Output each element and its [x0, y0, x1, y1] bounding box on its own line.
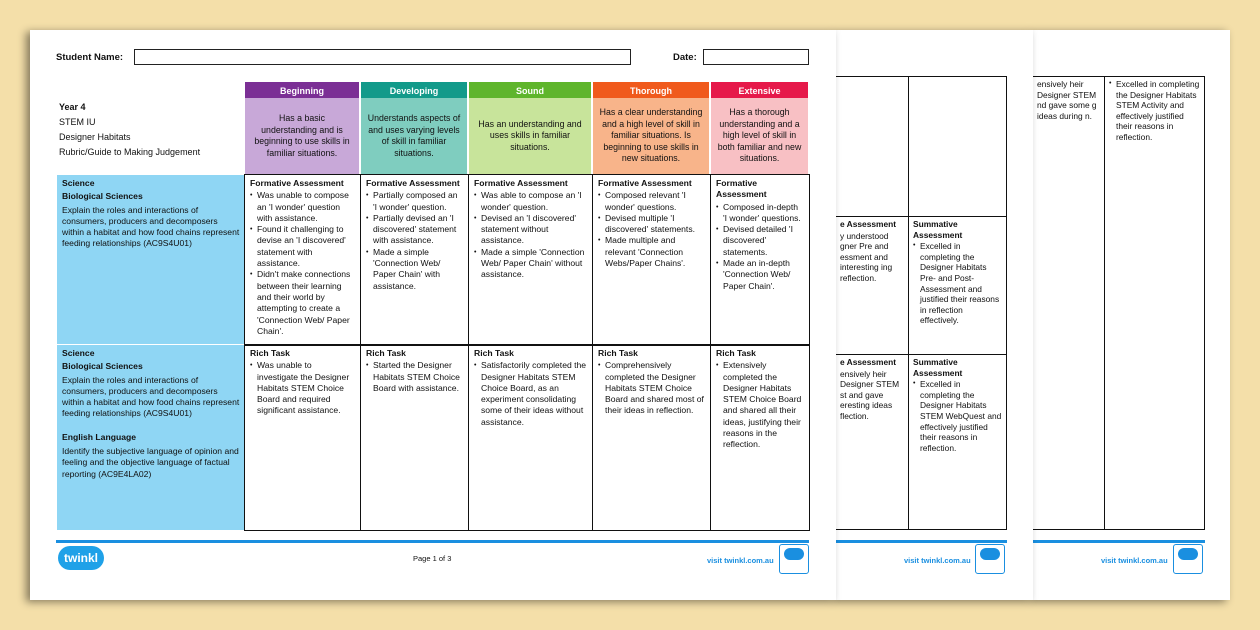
outcome-cell — [57, 174, 245, 345]
level-description: Has an understanding and uses skills in familiar situations. — [469, 98, 591, 174]
page3-cell-a — [1033, 76, 1105, 530]
page-1 — [30, 30, 836, 600]
level-description: Has a clear understanding and a high level of skill in familiar situations. Is beginning to use skills in new situations. — [593, 98, 709, 174]
cell-text: ensively heir Designer STEM st and gave eresting ideas flection. — [840, 368, 900, 421]
rubric-cell — [244, 344, 361, 531]
page2-cell — [836, 76, 909, 217]
cell-text: ensively heir Designer STEM nd gave some g ideas during n. — [1037, 79, 1097, 121]
visit-link[interactable]: visit twinkl.com.au — [707, 556, 774, 565]
cell-heading: Rich Task — [250, 348, 290, 358]
bullet: • Excelled in completing the Designer Habitats STEM WebQuest and effectively justified their reasons in reflection. — [913, 379, 1002, 453]
bullet: • Was unable to compose an 'I wonder' question with assistance. — [250, 190, 355, 224]
student-name-label: Student Name: — [56, 52, 124, 63]
twinkl-logo: twinkl — [58, 546, 104, 570]
page2-cell — [908, 216, 1007, 355]
level-extensive: Extensive — [711, 82, 808, 99]
bullet: • Extensively completed the Designer Habitats STEM Choice Board and shared all their ideas, justifying their reasons in the reflection. — [716, 360, 804, 450]
cell-heading: Formative Assessment — [598, 178, 692, 188]
bullet: • Excelled in completing the Designer Habitats Pre- and Post-Assessment and justified their reasons in reflection effectively. — [913, 241, 1002, 326]
page2-cell — [908, 354, 1007, 530]
footer-line — [836, 540, 1007, 543]
page-number: Page 1 of 3 — [413, 554, 452, 563]
cell-heading: Rich Task — [598, 348, 638, 358]
footer-line — [56, 540, 809, 543]
page3-cell-b — [1104, 76, 1205, 530]
rubric-cell — [360, 174, 469, 346]
subject-label: Science — [62, 348, 95, 358]
rubric-cell — [468, 174, 593, 346]
cell-heading: Formative Assessment — [474, 178, 568, 188]
rubric-cell — [592, 344, 711, 531]
cell-heading: Formative Assessment — [250, 178, 344, 188]
outcome-text: Identify the subjective language of opinion and feeling and the objective language of factual reporting (AC9E4LA02) — [62, 446, 239, 479]
bullet: • Started the Designer Habitats STEM Choice Board with assistance. — [366, 360, 463, 394]
cell-heading: Rich Task — [474, 348, 514, 358]
page-2 — [836, 30, 1033, 600]
rubric-cell — [710, 344, 810, 531]
cell-heading: Rich Task — [366, 348, 406, 358]
bullet: • Devised an 'I discovered' statement without assistance. — [474, 213, 587, 247]
level-description: Has a thorough understanding and a high level of skill in both familiar and new situations. — [711, 98, 808, 174]
rubric-title: Rubric/Guide to Making Judgement — [59, 147, 201, 157]
bullet: • Made a simple 'Connection Web/ Paper Chain' with assistance. — [366, 247, 463, 292]
subject-label: STEM IU — [59, 117, 96, 127]
bullet: • Satisfactorily completed the Designer Habitats STEM Choice Board, as an experiment consolidating some of their ideas without assistance. — [474, 360, 587, 428]
level-developing: Developing — [361, 82, 467, 99]
rubric-cell — [360, 344, 469, 531]
visit-link[interactable]: visit twinkl.com.au — [904, 556, 971, 565]
outcome-text: Explain the roles and interactions of consumers, producers and decomposers within a habitat and how food chains represent feeding relationships (AC9S4U01) — [62, 374, 240, 419]
level-beginning: Beginning — [245, 82, 359, 99]
subject-label: Science — [62, 178, 95, 188]
bullet: • Partially composed an 'I wonder' question. — [366, 190, 463, 213]
rubric-cell — [468, 344, 593, 531]
bullet: • Excelled in completing the Designer Habitats STEM Activity and effectively justified their reasons in reflection. — [1109, 79, 1200, 143]
cell-heading: e Assessment — [840, 219, 897, 229]
footer-line — [1033, 540, 1205, 543]
cell-heading: Rich Task — [716, 348, 756, 358]
bullet: • Devised detailed 'I discovered' statements. — [716, 224, 804, 258]
bullet: • Comprehensively completed the Designer Habitats STEM Choice Board and shared most of their ideas in reflection. — [598, 360, 705, 416]
quality-badge-icon — [779, 544, 809, 574]
cell-heading: e Assessment — [840, 357, 897, 367]
level-sound: Sound — [469, 82, 591, 99]
level-thorough: Thorough — [593, 82, 709, 99]
quality-badge-icon — [1173, 544, 1203, 574]
cell-heading: Summative Assessment — [913, 219, 963, 240]
rubric-cell — [710, 174, 810, 346]
outcome-text: Explain the roles and interactions of consumers, producers and decomposers within a habitat and how food chains represent feeding relationships (AC9S4U01) — [62, 204, 240, 249]
bullet: • Was able to compose an 'I wonder' question. — [474, 190, 587, 213]
bullet: • Made multiple and relevant 'Connection Webs/Paper Chains'. — [598, 235, 705, 269]
rubric-cell — [592, 174, 711, 346]
page2-cell — [908, 76, 1007, 217]
strand-label: Biological Sciences — [62, 361, 143, 372]
student-name-field[interactable] — [134, 49, 631, 65]
bullet: • Didn't make connections between their learning and their world by attempting to create a 'Connection Web/ Paper Chain'. — [250, 269, 355, 337]
bullet: • Made an in-depth 'Connection Web/ Paper Chain'. — [716, 258, 804, 292]
bullet: • Composed in-depth 'I wonder' questions. — [716, 202, 804, 225]
outcome-cell — [57, 344, 245, 530]
bullet: • Was unable to investigate the Designer Habitats STEM Choice Board and required significant assistance. — [250, 360, 355, 416]
rubric-cell — [244, 174, 361, 346]
bullet: • Devised multiple 'I discovered' statements. — [598, 213, 705, 236]
cell-heading: Formative Assessment — [366, 178, 460, 188]
level-description: Has a basic understanding and is beginning to use skills in familiar situations. — [245, 98, 359, 174]
bullet: • Partially devised an 'I discovered' statement with assistance. — [366, 213, 463, 247]
date-field[interactable] — [703, 49, 809, 65]
visit-link[interactable]: visit twinkl.com.au — [1101, 556, 1168, 565]
cell-text: y understood gner Pre and essment and interesting ing reflection. — [840, 230, 893, 283]
date-label: Date: — [673, 52, 697, 63]
page-3 — [1033, 30, 1230, 600]
bullet: • Made a simple 'Connection Web/ Paper Chain' without assistance. — [474, 247, 587, 281]
cell-heading: Formative Assessment — [716, 178, 767, 200]
info-block — [59, 100, 200, 160]
page2-cell — [836, 354, 909, 530]
year-label: Year 4 — [59, 102, 86, 112]
strand-label: Biological Sciences — [62, 191, 143, 202]
subject-label: English Language — [62, 431, 137, 442]
page2-cell — [836, 216, 909, 355]
bullet: • Found it challenging to devise an 'I discovered' statement with assistance. — [250, 224, 355, 269]
cell-heading: Summative Assessment — [913, 357, 963, 378]
level-description: Understands aspects of and uses varying levels of skill in familiar situations. — [361, 98, 467, 174]
quality-badge-icon — [975, 544, 1005, 574]
unit-label: Designer Habitats — [59, 132, 131, 142]
bullet: • Composed relevant 'I wonder' questions. — [598, 190, 705, 213]
